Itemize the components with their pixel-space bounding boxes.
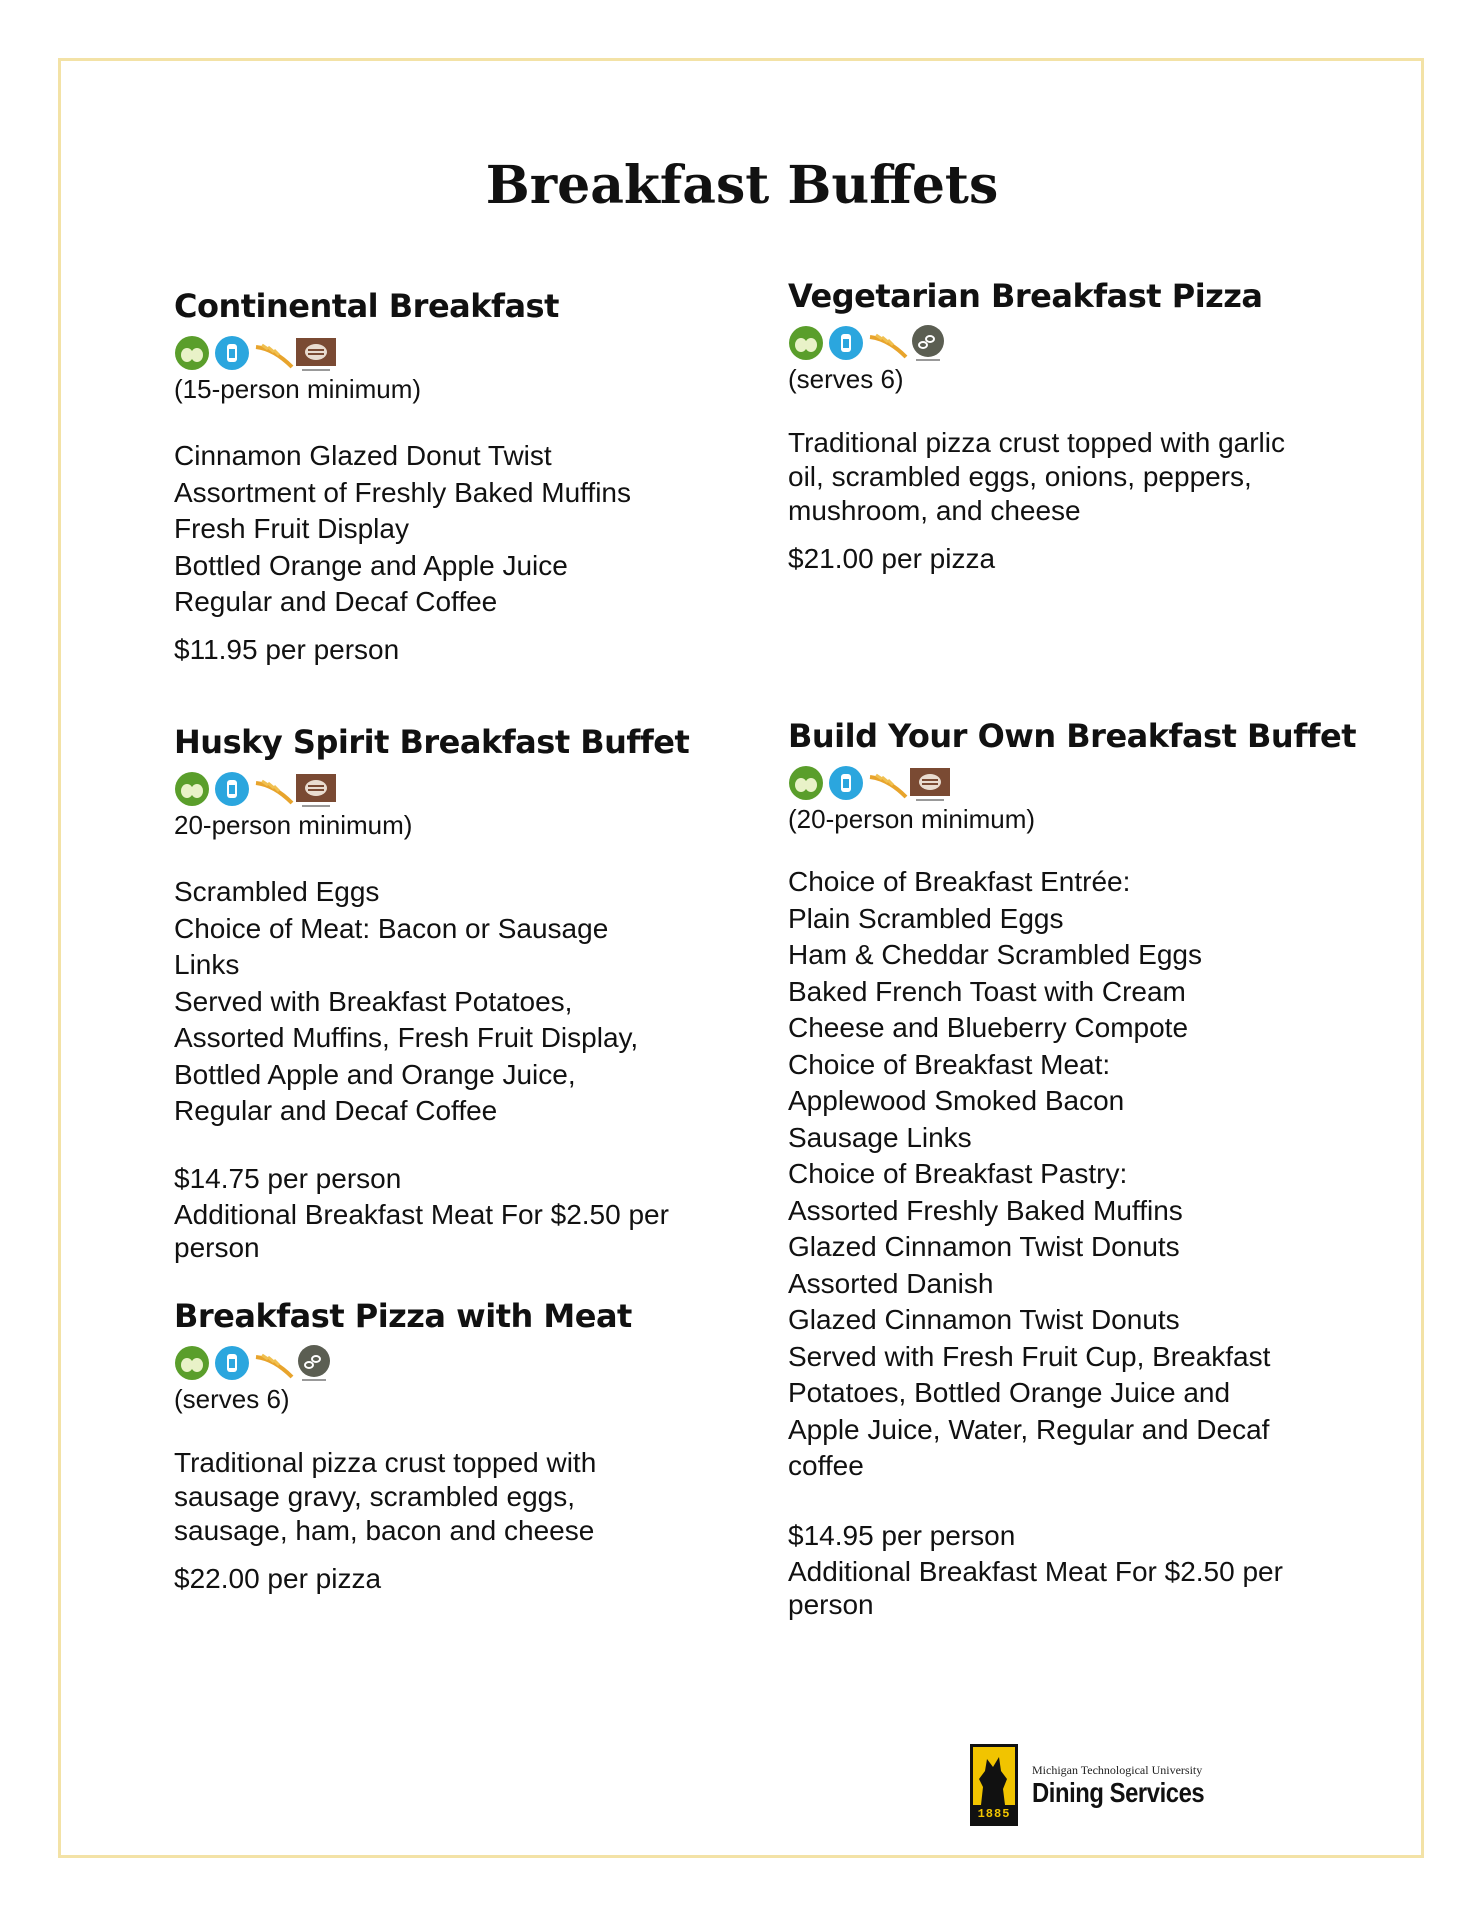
allergen-icons	[788, 322, 1348, 364]
logo-university: Michigan Technological University	[1032, 1762, 1203, 1777]
section-title: Build Your Own Breakfast Buffet	[788, 717, 1357, 755]
soy-allergen-icon	[294, 1343, 334, 1383]
section-continental	[174, 286, 734, 667]
list-item: Assorted Freshly Baked Muffins	[788, 1194, 1183, 1226]
price: $14.75 per person	[174, 1162, 402, 1194]
note-line: Additional Breakfast Meat For $2.50 per	[788, 1555, 1283, 1587]
dining-services-logo	[970, 1744, 1235, 1826]
egg-allergen-icon	[788, 325, 824, 361]
section-title: Breakfast Pizza with Meat	[174, 1297, 632, 1335]
list-item: coffee	[788, 1450, 864, 1481]
list-item: Choice of Breakfast Pastry:	[788, 1158, 1128, 1189]
milk-allergen-icon	[828, 325, 864, 361]
description	[788, 426, 1348, 528]
wheat-allergen-icon	[254, 1345, 290, 1381]
milk-allergen-icon	[214, 1345, 250, 1381]
list-item: Regular and Decaf Coffee	[174, 1095, 498, 1126]
wheat-allergen-icon	[868, 325, 904, 361]
note-line: Additional Breakfast Meat For $2.50 per	[174, 1198, 669, 1230]
note-line: person	[788, 1588, 874, 1620]
logo-dining-services: Dining Services	[1032, 1776, 1205, 1808]
description	[174, 1446, 734, 1548]
egg-allergen-icon	[174, 335, 210, 371]
section-vegetarian-pizza	[788, 276, 1348, 576]
allergen-icons	[174, 332, 734, 374]
list-item: Bottled Apple and Orange Juice,	[174, 1058, 576, 1090]
section-husky-spirit	[174, 722, 734, 1264]
list-item: Potatoes, Bottled Orange Juice and	[788, 1377, 1231, 1408]
milk-allergen-icon	[214, 771, 250, 807]
section-title: Husky Spirit Breakfast Buffet	[174, 723, 690, 761]
list-item: Apple Juice, Water, Regular and Decaf	[788, 1413, 1270, 1445]
price: $21.00 per pizza	[788, 543, 996, 574]
list-item: Baked French Toast with Cream	[788, 975, 1186, 1007]
milk-allergen-icon	[828, 765, 864, 801]
list-item: Fresh Fruit Display	[174, 513, 409, 544]
description-line: Traditional pizza crust topped with	[174, 1447, 597, 1478]
tree-nut-allergen-icon	[908, 765, 952, 801]
additional-meat-note	[174, 1198, 734, 1264]
minimum-note: (15-person minimum)	[174, 374, 422, 404]
list-item: Assortment of Freshly Baked Muffins	[174, 476, 631, 508]
egg-allergen-icon	[788, 765, 824, 801]
list-item: Choice of Meat: Bacon or Sausage	[174, 912, 609, 944]
description-line: Traditional pizza crust topped with garlic	[788, 427, 1285, 458]
item-list	[174, 874, 734, 1130]
milk-allergen-icon	[214, 335, 250, 371]
list-item: Cheese and Blueberry Compote	[788, 1012, 1189, 1043]
description-line: oil, scrambled eggs, onions, peppers,	[788, 461, 1252, 492]
husky-logo-icon	[970, 1744, 1018, 1826]
list-item: Sausage Links	[788, 1121, 972, 1153]
serves-note: (serves 6)	[788, 364, 904, 394]
price: $22.00 per pizza	[174, 1563, 382, 1594]
additional-meat-note	[788, 1555, 1348, 1621]
tree-nut-allergen-icon	[294, 771, 338, 807]
price: $11.95 per person	[174, 633, 400, 665]
section-title: Continental Breakfast	[174, 287, 559, 325]
tree-nut-allergen-icon	[294, 335, 338, 371]
list-item: Plain Scrambled Eggs	[788, 902, 1064, 934]
list-item: Glazed Cinnamon Twist Donuts	[788, 1304, 1180, 1335]
section-title: Vegetarian Breakfast Pizza	[788, 277, 1263, 315]
list-item: Served with Breakfast Potatoes,	[174, 985, 573, 1017]
item-list	[174, 438, 734, 621]
list-item: Choice of Breakfast Entrée:	[788, 866, 1131, 897]
list-item: Cinnamon Glazed Donut Twist	[174, 440, 552, 471]
list-item: Links	[174, 949, 240, 980]
allergen-icons	[788, 762, 1348, 804]
soy-allergen-icon	[908, 323, 948, 363]
section-build-your-own	[788, 716, 1357, 1621]
list-item: Scrambled Eggs	[174, 876, 380, 907]
logo-year: 1885	[973, 1805, 1015, 1823]
list-item: Assorted Muffins, Fresh Fruit Display,	[174, 1022, 639, 1053]
note-line: person	[174, 1231, 260, 1263]
serves-note: (serves 6)	[174, 1384, 290, 1414]
list-item: Regular and Decaf Coffee	[174, 586, 498, 617]
list-item: Applewood Smoked Bacon	[788, 1085, 1125, 1116]
list-item: Ham & Cheddar Scrambled Eggs	[788, 939, 1202, 970]
item-list	[788, 864, 1348, 1485]
egg-allergen-icon	[174, 771, 210, 807]
egg-allergen-icon	[174, 1345, 210, 1381]
minimum-note: (20-person minimum)	[788, 804, 1036, 834]
list-item: Assorted Danish	[788, 1267, 994, 1299]
list-item: Bottled Orange and Apple Juice	[174, 549, 568, 581]
description-line: sausage, ham, bacon and cheese	[174, 1515, 595, 1546]
wheat-allergen-icon	[254, 771, 290, 807]
list-item: Choice of Breakfast Meat:	[788, 1048, 1111, 1080]
list-item: Glazed Cinnamon Twist Donuts	[788, 1231, 1180, 1262]
list-item: Served with Fresh Fruit Cup, Breakfast	[788, 1340, 1271, 1372]
wheat-allergen-icon	[868, 765, 904, 801]
section-meat-pizza	[174, 1296, 734, 1596]
page-title: Breakfast Buffets	[485, 155, 999, 216]
wheat-allergen-icon	[254, 335, 290, 371]
price: $14.95 per person	[788, 1519, 1016, 1551]
allergen-icons	[174, 768, 734, 810]
description-line: sausage gravy, scrambled eggs,	[174, 1481, 576, 1512]
allergen-icons	[174, 1342, 734, 1384]
minimum-note: 20-person minimum)	[174, 810, 413, 840]
description-line: mushroom, and cheese	[788, 495, 1081, 526]
